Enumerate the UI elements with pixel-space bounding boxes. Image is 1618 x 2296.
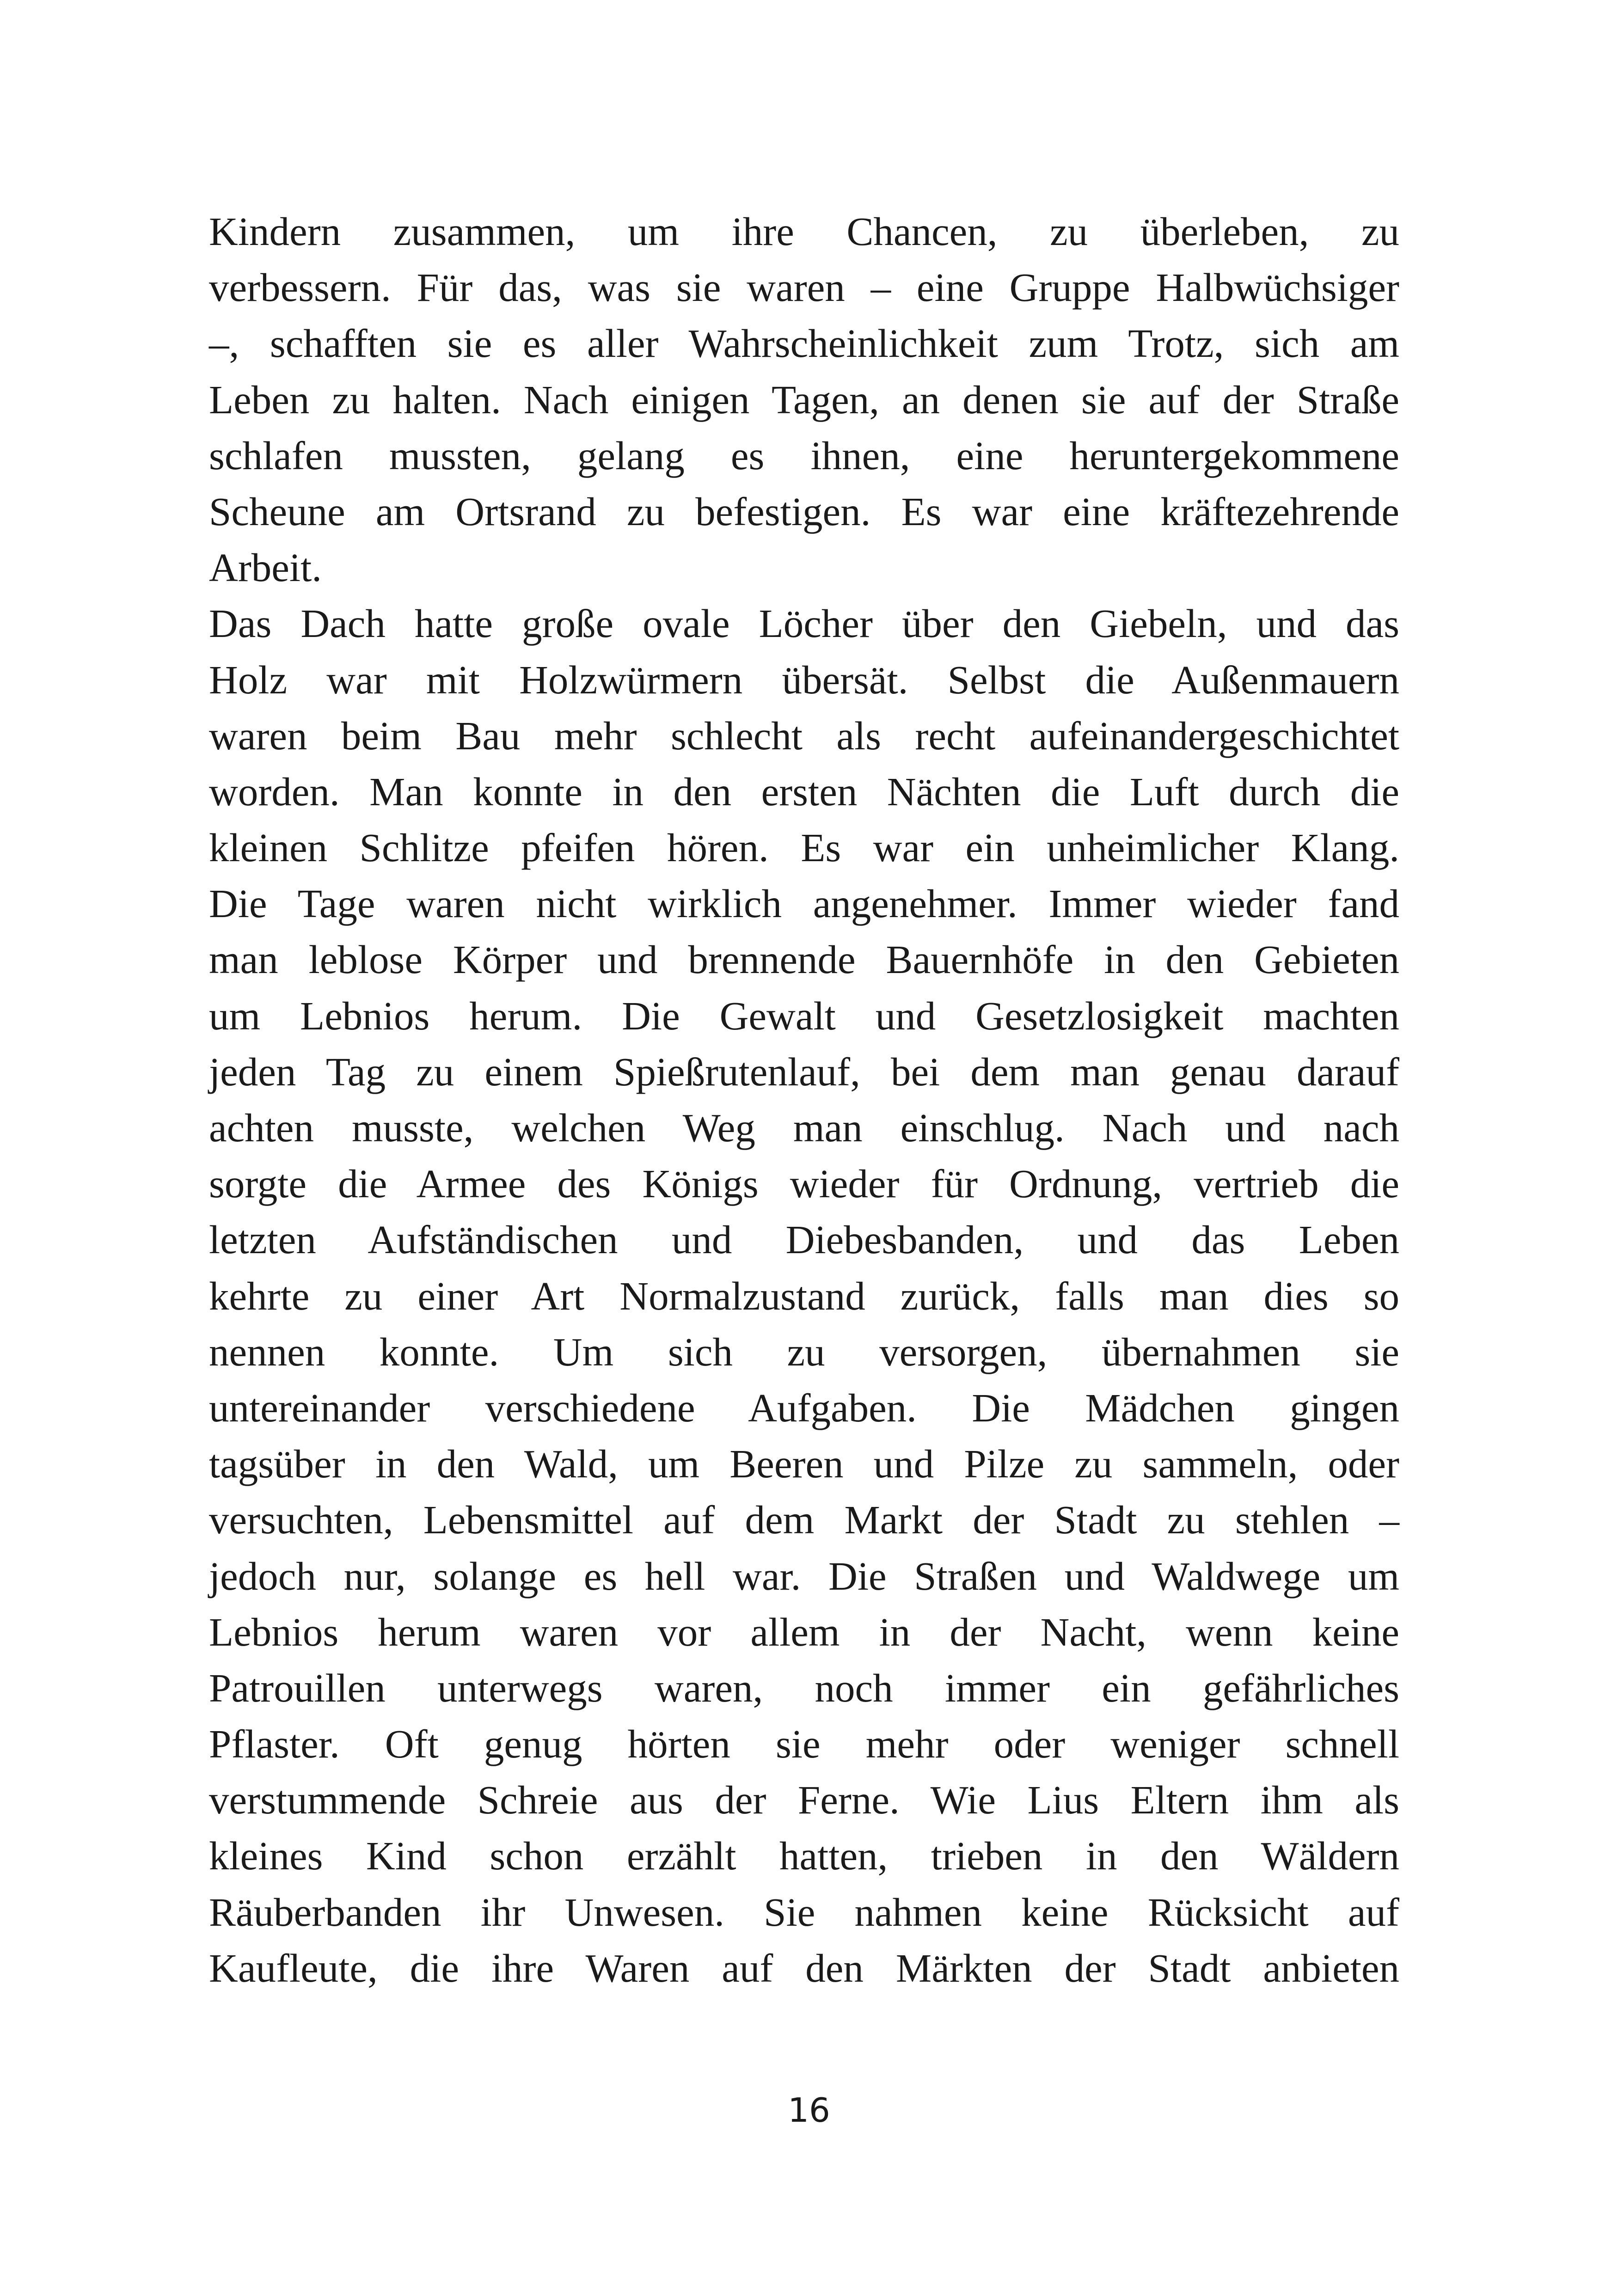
text-line: achten musste, welchen Weg man einschlug. Nach und nach	[209, 1105, 1399, 1150]
text-line: Kindern zusammen, um ihre Chancen, zu überleben, zu	[209, 209, 1399, 254]
text-line: verbessern. Für das, was sie waren – eine Gruppe Halbwüchsiger	[209, 265, 1399, 310]
text-line: Pflaster. Oft genug hörten sie mehr oder weniger schnell	[209, 1721, 1399, 1767]
text-line: Die Tage waren nicht wirklich angenehmer. Immer wieder fand	[209, 881, 1399, 926]
text-line: Lebnios herum waren vor allem in der Nacht, wenn keine	[209, 1609, 1399, 1654]
text-line: untereinander verschiedene Aufgaben. Die Mädchen gingen	[209, 1385, 1399, 1430]
text-line: Räuberbanden ihr Unwesen. Sie nahmen keine Rücksicht auf	[209, 1889, 1399, 1935]
text-line: Holz war mit Holzwürmern übersät. Selbst die Außenmauern	[209, 657, 1399, 702]
text-line: worden. Man konnte in den ersten Nächten die Luft durch die	[209, 769, 1399, 814]
text-line: Leben zu halten. Nach einigen Tagen, an denen sie auf der Straße	[209, 377, 1399, 422]
text-line: man leblose Körper und brennende Bauernhöfe in den Gebieten	[209, 937, 1399, 982]
text-line: Arbeit.	[209, 545, 322, 590]
text-line: kleines Kind schon erzählt hatten, trieben in den Wäldern	[209, 1833, 1399, 1879]
text-line: Kaufleute, die ihre Waren auf den Märkten der Stadt anbieten	[209, 1945, 1399, 1990]
text-line: waren beim Bau mehr schlecht als recht aufeinandergeschichtet	[209, 713, 1399, 758]
text-line: –, schafften sie es aller Wahrscheinlichkeit zum Trotz, sich am	[209, 321, 1399, 366]
text-line: tagsüber in den Wald, um Beeren und Pilze zu sammeln, oder	[209, 1441, 1399, 1487]
text-line: kleinen Schlitze pfeifen hören. Es war ein unheimlicher Klang.	[209, 825, 1399, 870]
text-line: Scheune am Ortsrand zu befestigen. Es war eine kräftezehrende	[209, 489, 1399, 534]
text-line: um Lebnios herum. Die Gewalt und Gesetzlosigkeit machten	[209, 993, 1399, 1038]
text-line: letzten Aufständischen und Diebesbanden, und das Leben	[209, 1217, 1399, 1262]
text-line: kehrte zu einer Art Normalzustand zurück, falls man dies so	[209, 1273, 1399, 1318]
text-line: nennen konnte. Um sich zu versorgen, übernahmen sie	[209, 1329, 1399, 1374]
text-line: jedoch nur, solange es hell war. Die Straßen und Waldwege um	[209, 1553, 1399, 1598]
text-line: Das Dach hatte große ovale Löcher über den Giebeln, und das	[209, 601, 1399, 646]
text-line: Patrouillen unterwegs waren, noch immer ein gefährliches	[209, 1665, 1399, 1710]
text-line: verstummende Schreie aus der Ferne. Wie Lius Eltern ihm als	[209, 1777, 1399, 1823]
body-text	[209, 203, 1399, 1996]
text-line: sorgte die Armee des Königs wieder für Ordnung, vertrieb die	[209, 1161, 1399, 1206]
text-line: versuchten, Lebensmittel auf dem Markt der Stadt zu stehlen –	[209, 1497, 1399, 1543]
page-number: 16	[788, 2091, 830, 2130]
text-line: jeden Tag zu einem Spießrutenlauf, bei dem man genau darauf	[209, 1049, 1399, 1094]
text-line: schlafen mussten, gelang es ihnen, eine heruntergekommene	[209, 433, 1399, 478]
